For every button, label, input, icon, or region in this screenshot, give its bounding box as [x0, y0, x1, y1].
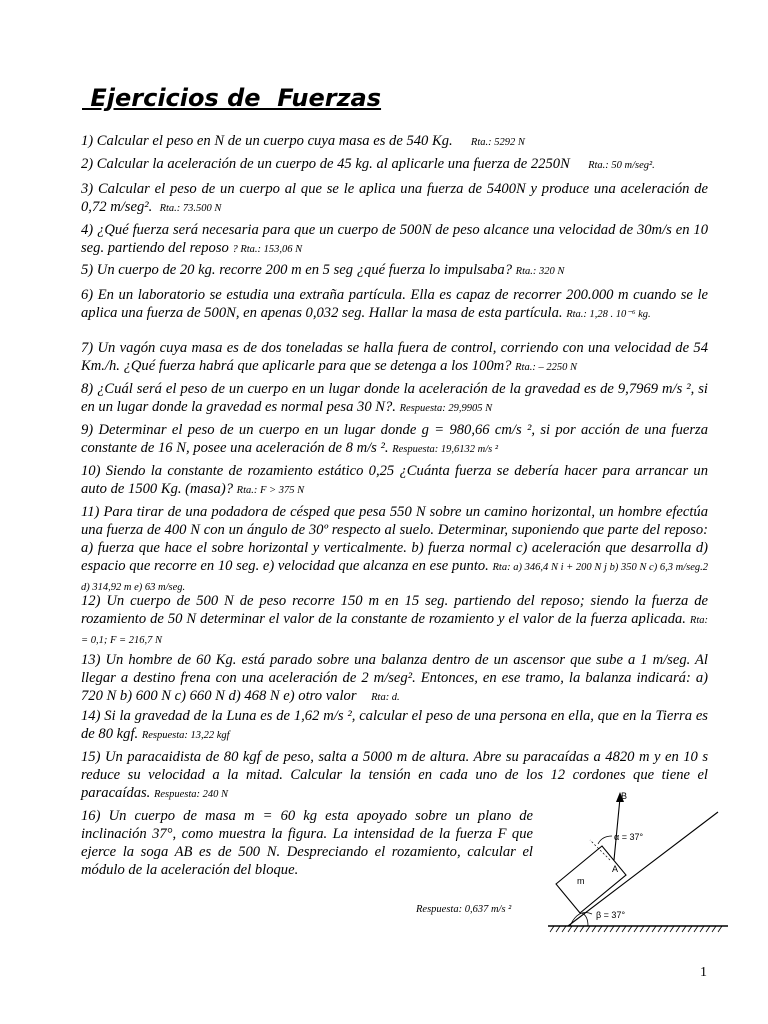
ground-hatching — [550, 926, 722, 932]
page-title: Ejercicios de Fuerzas — [82, 84, 382, 112]
exercise-answer: Rta.: 50 m/seg². — [588, 160, 655, 171]
exercise-9 — [81, 421, 708, 459]
exercise-answer: ? Rta.: 153,06 N — [232, 244, 303, 255]
exercise-answer: Respuesta: 240 N — [153, 789, 229, 800]
exercise-text: 15) Un paracaidista de 80 kgf de peso, salta a 5000 m de altura. Abre su paracaídas a 4820 m y en 10 s reduce su velocidad a la mitad. Calcular la tensión en cada uno de los 12 cordones que tiene el paracaídas. — [81, 749, 708, 801]
label-a: A — [612, 864, 619, 874]
exercise-answer: Rta.: F > 375 N — [236, 485, 305, 496]
exercise-14 — [81, 707, 708, 745]
exercise-text: 7) Un vagón cuya masa es de dos toneladas se halla fuera de control, corriendo con una velocidad de 54 Km./h. ¿Qué fuerza habrá que aplicarle para que se detenga a los 100m? — [81, 340, 708, 374]
exercise-4 — [81, 221, 708, 259]
exercise-16-answer: Respuesta: 0,637 m/s ² — [416, 904, 512, 915]
exercise-text: 4) ¿Qué fuerza será necesaria para que un cuerpo de 500N de peso alcance una velocidad de 30m/s en 10 seg. partiendo del reposo — [81, 222, 708, 256]
exercise-text: 14) Si la gravedad de la Luna es de 1,62 m/s ², calcular el peso de una persona en ella, que en la Tierra es de 80 kgf. — [81, 708, 708, 742]
exercise-answer: Respuesta: 13,22 kgf — [141, 730, 230, 741]
exercise-answer: Rta: = 0,1; F = 216,7 N — [81, 615, 708, 646]
exercise-text: 16) Un cuerpo de masa m = 60 kg esta apoyado sobre un plano de inclinación 37°, como muestra la figura. La intensidad de la fuerza F que ejerce la soga AB es de 500 N. Despreciando el rozamiento, calcular el módulo de la aceleración del bloque. — [81, 808, 533, 878]
exercise-answer: Rta.: 5292 N — [470, 137, 525, 148]
exercise-text: 5) Un cuerpo de 20 kg. recorre 200 m en 5 seg ¿qué fuerza lo impulsaba? — [81, 262, 512, 278]
exercise-answer: Rta: a) 346,4 N i + 200 N j b) 350 N c) 6,3 m/seg.2 d) 314,92 m e) 63 m/seg. — [81, 562, 709, 593]
label-m: m — [577, 876, 585, 886]
exercise-8 — [81, 380, 708, 418]
exercise-text: 6) En un laboratorio se estudia una extraña partícula. Ella es capaz de recorrer 200.000 m cuando se le aplica una fuerza de 500N, en apenas 0,032 seg. Hallar la masa de esta partícula. — [81, 287, 708, 321]
label-alpha: α = 37° — [614, 832, 644, 842]
exercise-text: 9) Determinar el peso de un cuerpo en un lugar donde g = 980,66 cm/s ², si por acción de una fuerza constante de 16 N, posee una aceleración de 8 m/s ². — [81, 422, 708, 456]
exercise-answer: Rta.: – 2250 N — [515, 362, 577, 373]
exercise-12 — [81, 592, 708, 650]
exercise-13 — [81, 651, 708, 707]
exercise-16 — [81, 807, 533, 879]
exercise-11 — [81, 503, 708, 597]
exercise-answer: Rta: d. — [371, 692, 400, 703]
exercise-text: 12) Un cuerpo de 500 N de peso recorre 150 m en 15 seg. partiendo del reposo; siendo la fuerza de rozamiento de 50 N determinar el valor de la constante de rozamiento y el valor de la fuerza aplicada. — [81, 593, 708, 627]
exercise-10 — [81, 462, 708, 500]
block-m — [556, 846, 626, 913]
exercise-answer: Rta.: 73.500 N — [159, 203, 222, 214]
rope-ab — [614, 798, 620, 860]
beta-arc-outer — [570, 913, 592, 927]
exercise-5 — [81, 261, 708, 281]
exercise-text: 10) Siendo la constante de rozamiento estático 0,25 ¿Cuánta fuerza se debería hacer para arrancar un auto de 1500 Kg. (masa)? — [81, 463, 708, 497]
exercise-answer: Respuesta: 29,9905 N — [399, 403, 493, 414]
exercise-7 — [81, 339, 708, 377]
exercise-text: 11) Para tirar de una podadora de césped que pesa 550 N sobre un camino horizontal, un hombre efectúa una fuerza de 400 N con un ángulo de 30º respecto al suelo. Determinar, suponiendo que parte del reposo: a) fuerza que hace el sobre horizontal y verticalmente. b) fuerza normal c) aceleración que desarrolla d) espacio que recorre en 10 seg. e) velocidad que alcanza en ese punto. — [81, 504, 708, 574]
exercise-text: 2) Calcular la aceleración de un cuerpo de 45 kg. al aplicarle una fuerza de 2250N — [81, 156, 570, 172]
exercise-1 — [81, 132, 708, 152]
exercise-text: 1) Calcular el peso en N de un cuerpo cuya masa es de 540 Kg. — [81, 133, 453, 149]
exercise-2 — [81, 155, 708, 175]
page-number: 1 — [700, 965, 707, 980]
exercise-answer: Rta.: 1,28 . 10⁻⁶ kg. — [566, 309, 651, 320]
exercise-6 — [81, 286, 708, 324]
exercise-answer: Respuesta: 19,6132 m/s ² — [392, 444, 499, 455]
exercise-text: 3) Calcular el peso de un cuerpo al que se le aplica una fuerza de 5400N y produce una aceleración de 0,72 m/seg². — [81, 181, 708, 215]
inclined-plane-figure — [540, 780, 730, 940]
exercise-3 — [81, 180, 708, 218]
exercise-answer: Rta.: 320 N — [515, 266, 565, 277]
exercise-text: 8) ¿Cuál será el peso de un cuerpo en un lugar donde la aceleración de la gravedad es de 9,7969 m/s ², si en un lugar donde la gravedad es normal pesa 30 N?. — [81, 381, 708, 415]
exercise-text: 13) Un hombre de 60 Kg. está parado sobre una balanza dentro de un ascensor que sube a 1 m/seg. Al llegar a destino frena con una aceleración de 2 m/seg². Entonces, en ese tramo, la balanza indicará: a) 720 N b) 600 N c) 660 N d) 468 N e) otro valor — [81, 652, 708, 704]
alpha-arc — [598, 836, 612, 844]
label-b: B — [621, 791, 628, 801]
label-beta: β = 37° — [596, 910, 626, 920]
